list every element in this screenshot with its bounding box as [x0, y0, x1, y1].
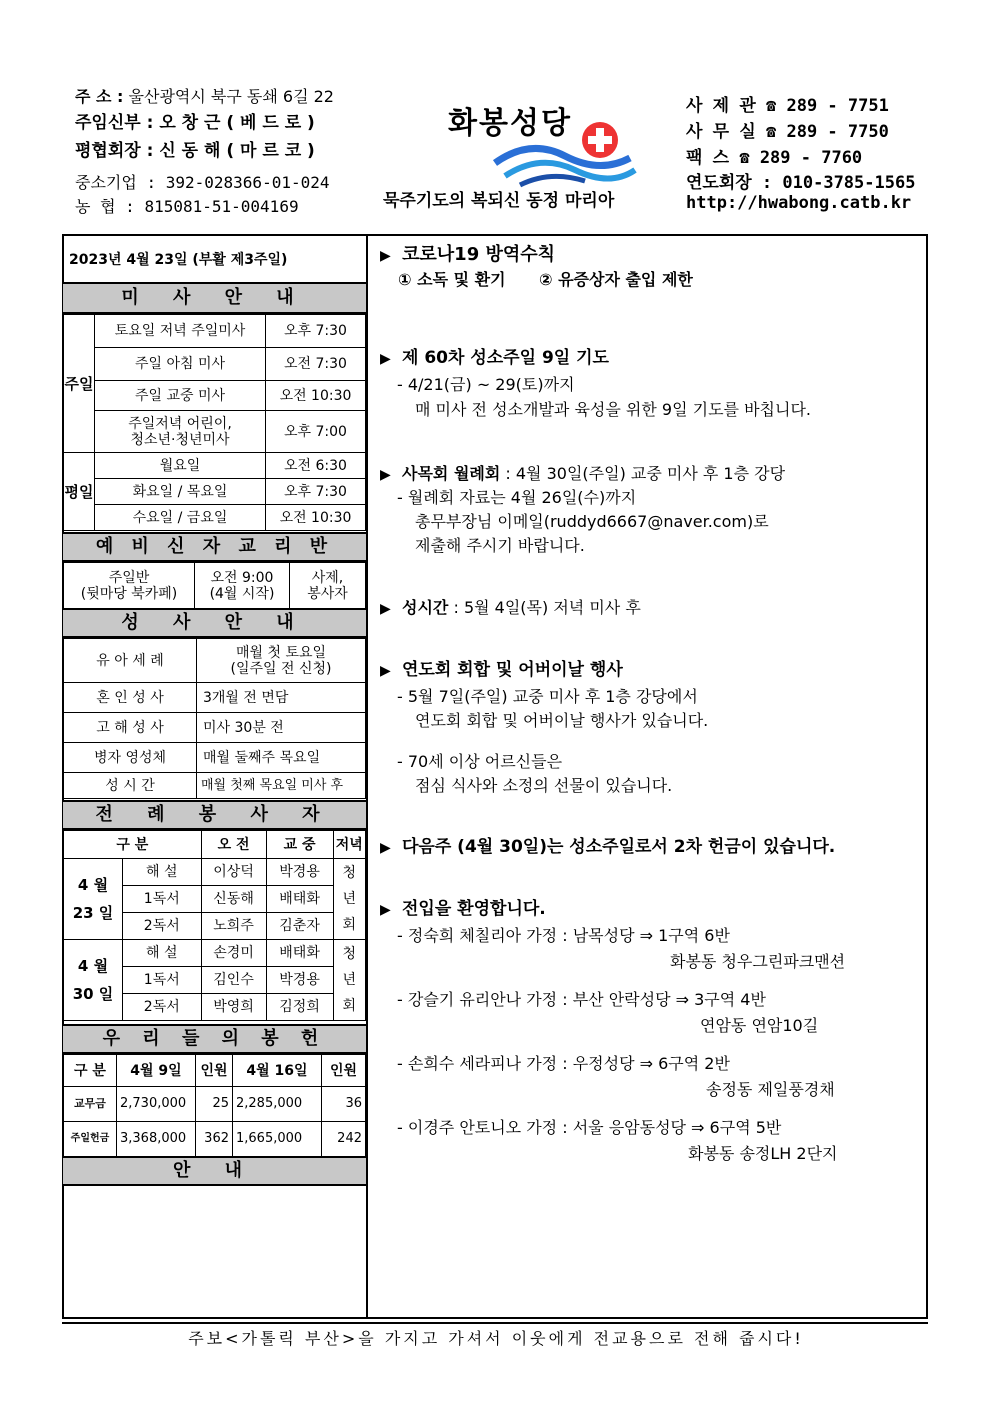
offering-count: 362	[196, 1122, 233, 1157]
fax-number: 팩 스 ☎ 289 - 7760	[686, 148, 863, 168]
offering-type: 교무금	[64, 1087, 117, 1122]
liturgy-role: 2독서	[123, 913, 202, 940]
sacrament-name: 고 해 성 사	[64, 713, 197, 743]
triangle-right-icon: ▶	[380, 601, 391, 617]
welcome-address: 화봉동 송정LH 2단지	[688, 1144, 838, 1163]
next-week-notice: ▶ 다음주 (4월 30일)는 성소주일로서 2차 헌금이 있습니다.	[380, 835, 835, 860]
sacrament-info: 3개월 전 면담	[197, 683, 366, 713]
office-phone: 사 무 실 ☎ 289 - 7750	[686, 122, 889, 142]
liturgy-person: 박경용	[266, 967, 333, 994]
sacrament-section-title: 성 사 안 내	[63, 608, 366, 638]
evening-group: 청 년 회	[333, 940, 365, 1021]
novena-dates: - 4/21(금) ~ 29(토)까지	[397, 375, 575, 394]
sacrament-info: 매월 첫 토요일 (일주일 전 신청)	[197, 639, 366, 683]
mass-name: 수요일 / 금요일	[95, 505, 266, 531]
parents-day-heading: ▶ 연도회 회합 및 어버이날 행사	[380, 658, 623, 683]
mass-time: 오전 10:30	[266, 505, 366, 531]
triangle-right-icon: ▶	[380, 663, 391, 679]
catechumen-teacher: 사제, 봉사자	[290, 563, 366, 609]
sacrament-name: 병자 영성체	[64, 743, 197, 773]
sacrament-name: 유 아 세 례	[64, 639, 197, 683]
notice-section-title: 안 내	[63, 1156, 366, 1186]
rectory-phone: 사 제 관 ☎ 289 - 7751	[686, 96, 889, 116]
motto: 묵주기도의 복되신 동정 마리아	[383, 191, 615, 211]
parents-detail-4: 점심 식사와 소정의 선물이 있습니다.	[415, 776, 673, 795]
footer-rule	[62, 1322, 928, 1324]
mass-time: 오전 7:30	[266, 348, 366, 381]
holyhour-heading: ▶ 성시간 : 5월 4일(목) 저녁 미사 후	[380, 596, 641, 621]
triangle-right-icon: ▶	[380, 351, 391, 367]
catechumen-time: 오전 9:00 (4월 시작)	[195, 563, 290, 609]
week-label: 4 월 30 일	[64, 940, 123, 1021]
mass-name: 주일저녁 어린이, 청소년·청년미사	[95, 411, 266, 453]
council-detail-1: - 월례회 자료는 4월 26일(수)까지	[397, 488, 637, 507]
liturgy-person: 손경미	[201, 940, 266, 967]
liturgy-role: 1독서	[123, 967, 202, 994]
offering-amount: 1,665,000	[233, 1122, 322, 1157]
mass-name: 주일 아침 미사	[95, 348, 266, 381]
bank-account-2: 농 협 : 815081-51-004169	[75, 197, 299, 216]
sacrament-info: 매월 첫째 목요일 미사 후	[197, 773, 366, 799]
offering-count: 242	[322, 1122, 366, 1157]
welcome-family: - 손희수 세라피나 가정 : 우정성당 ⇒ 6구역 2반	[397, 1054, 730, 1073]
liturgy-role: 해 설	[123, 859, 202, 886]
liturgy-col-header: 오 전	[201, 831, 266, 859]
elder-phone: 연도회장 : 010-3785-1565	[686, 173, 916, 193]
offering-col-header: 4월 9일	[117, 1055, 196, 1087]
offering-col-header: 4월 16일	[233, 1055, 322, 1087]
liturgy-section-title: 전 례 봉 사 자	[63, 800, 366, 830]
council-president: 평협회장 : 신 동 해 ( 마 르 코 )	[75, 141, 315, 161]
welcome-family: - 이경주 안토니오 가정 : 서울 응암동성당 ⇒ 6구역 5반	[397, 1118, 782, 1137]
liturgy-person: 김정희	[266, 994, 333, 1021]
offering-col-header: 구 분	[64, 1055, 117, 1087]
mass-name: 주일 교중 미사	[95, 381, 266, 411]
address: 주 소 : 울산광역시 북구 동쇄 6길 22	[75, 87, 334, 106]
catechumen-table	[63, 562, 366, 609]
catechumen-section-title: 예 비 신 자 교 리 반	[63, 532, 366, 562]
welcome-family: - 정숙희 체칠리아 가정 : 남목성당 ⇒ 1구역 6반	[397, 926, 730, 945]
liturgy-role: 1독서	[123, 886, 202, 913]
liturgy-person: 신동해	[201, 886, 266, 913]
covid-heading: ▶ 코로나19 방역수칙	[380, 243, 555, 268]
liturgy-col-header: 저녁	[333, 831, 365, 859]
liturgy-person: 박영희	[201, 994, 266, 1021]
liturgy-person: 김인수	[201, 967, 266, 994]
liturgy-person: 노희주	[201, 913, 266, 940]
website-url[interactable]: http://hwabong.catb.kr	[686, 193, 912, 213]
mass-time: 오전 10:30	[266, 381, 366, 411]
column-divider	[366, 234, 368, 1319]
liturgy-col-header: 구 분	[64, 831, 202, 859]
offering-type: 주일헌금	[64, 1122, 117, 1157]
footer-text: 주보<가톨릭 부산>을 가지고 가셔서 이웃에게 전교용으로 전해 줍시다!	[188, 1329, 804, 1348]
liturgy-person: 김춘자	[266, 913, 333, 940]
catechumen-class: 주일반 (뒷마당 북카페)	[64, 563, 195, 609]
council-detail-2: 총무부장님 이메일(ruddyd6667@naver.com)로	[415, 512, 769, 531]
triangle-right-icon: ▶	[380, 248, 391, 264]
bulletin-date: 2023년 4월 23일 (부활 제3주일)	[69, 252, 288, 268]
triangle-right-icon: ▶	[380, 467, 391, 483]
evening-group: 청 년 회	[333, 859, 365, 940]
offering-count: 25	[196, 1087, 233, 1122]
sacrament-name: 성 시 간	[64, 773, 197, 799]
liturgy-role: 해 설	[123, 940, 202, 967]
sacrament-info: 미사 30분 전	[197, 713, 366, 743]
council-detail-3: 제출해 주시기 바랍니다.	[415, 536, 585, 555]
triangle-right-icon: ▶	[380, 840, 391, 856]
welcome-heading: ▶ 전입을 환영합니다.	[380, 897, 546, 922]
mass-time: 오전 6:30	[266, 453, 366, 479]
liturgy-person: 이상덕	[201, 859, 266, 886]
council-heading: ▶ 사목회 월례회 : 4월 30일(주일) 교중 미사 후 1층 강당	[380, 462, 785, 487]
mass-name: 토요일 저녁 주일미사	[95, 315, 266, 348]
offering-amount: 2,730,000	[117, 1087, 196, 1122]
offering-count: 36	[322, 1087, 366, 1122]
mass-time: 오후 7:30	[266, 315, 366, 348]
bank-account-1: 중소기업 : 392-028366-01-024	[75, 173, 330, 192]
sacrament-table	[63, 638, 366, 799]
offering-table	[63, 1054, 366, 1157]
sacrament-name: 혼 인 성 사	[64, 683, 197, 713]
mass-name: 월요일	[95, 453, 266, 479]
offering-amount: 3,368,000	[117, 1122, 196, 1157]
novena-desc: 매 미사 전 성소개발과 육성을 위한 9일 기도를 바칩니다.	[415, 400, 811, 419]
triangle-right-icon: ▶	[380, 902, 391, 918]
mass-schedule-table	[63, 314, 366, 531]
offering-col-header: 인원	[196, 1055, 233, 1087]
liturgy-table	[63, 830, 366, 1021]
welcome-address: 화봉동 청우그린파크맨션	[670, 952, 846, 971]
welcome-address: 연암동 연암10길	[700, 1016, 819, 1035]
parish-logo-text: 화봉성당	[448, 106, 572, 141]
mass-time: 오후 7:00	[266, 411, 366, 453]
welcome-address: 송정동 제일풍경채	[706, 1080, 835, 1099]
liturgy-person: 배태화	[266, 886, 333, 913]
parents-detail-3: - 70세 이상 어르신들은	[397, 752, 563, 771]
sunday-label: 주일	[64, 315, 95, 453]
pastor: 주임신부 : 오 창 근 ( 베 드 로 )	[75, 113, 315, 133]
welcome-family: - 강슬기 유리안나 가정 : 부산 안락성당 ⇒ 3구역 4반	[397, 990, 766, 1009]
liturgy-role: 2독서	[123, 994, 202, 1021]
sacrament-info: 매월 둘째주 목요일	[197, 743, 366, 773]
covid-rules: ① 소독 및 환기 ② 유증상자 출입 제한	[398, 270, 693, 289]
logo-wave-icon	[490, 118, 640, 188]
week-label: 4 월 23 일	[64, 859, 123, 940]
weekday-label: 평일	[64, 453, 95, 531]
offering-col-header: 인원	[322, 1055, 366, 1087]
mass-name: 화요일 / 목요일	[95, 479, 266, 505]
offering-amount: 2,285,000	[233, 1087, 322, 1122]
parents-detail-1: - 5월 7일(주일) 교중 미사 후 1층 강당에서	[397, 687, 698, 706]
liturgy-person: 박경용	[266, 859, 333, 886]
liturgy-person: 배태화	[266, 940, 333, 967]
liturgy-col-header: 교 중	[266, 831, 333, 859]
mass-section-title: 미 사 안 내	[63, 282, 366, 314]
parents-detail-2: 연도회 회합 및 어버이날 행사가 있습니다.	[415, 711, 709, 730]
mass-time: 오후 7:30	[266, 479, 366, 505]
offering-section-title: 우 리 들 의 봉 헌	[63, 1024, 366, 1054]
novena-heading: ▶ 제 60차 성소주일 9일 기도	[380, 346, 609, 371]
